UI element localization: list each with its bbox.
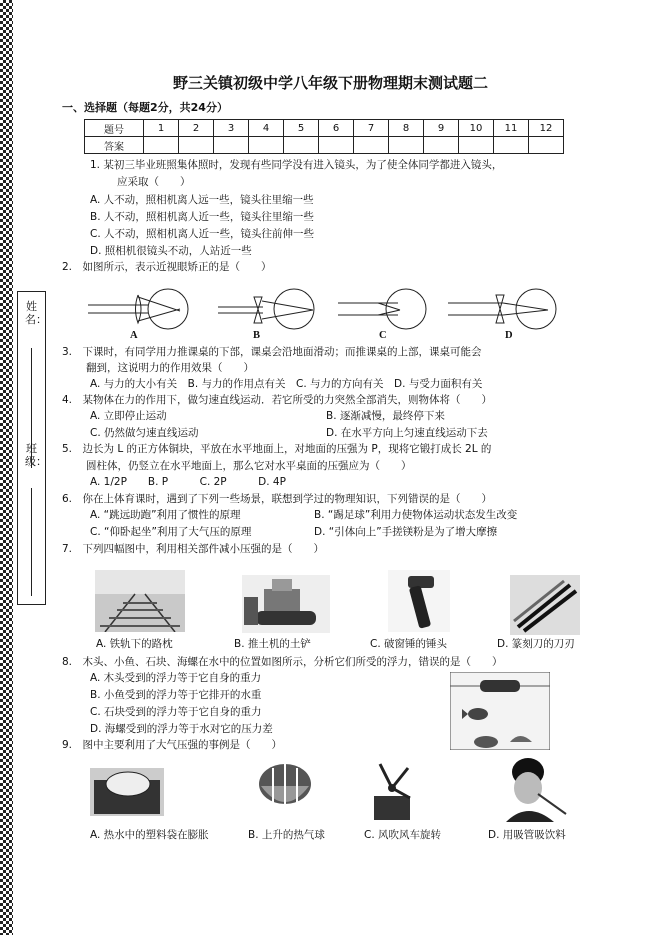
q1-option-a: A. 人不动，照相机离人远一些，镜头往里缩一些 (90, 194, 314, 206)
q9-option-a: A. 热水中的塑料袋在膨胀 (90, 829, 209, 841)
carving-knife-photo (510, 575, 580, 635)
class-label: 班级： (25, 442, 47, 468)
q7-option-c: C. 破窗锤的锤头 (370, 638, 448, 650)
eye-diagram-a (88, 289, 188, 329)
water-objects-diagram (450, 672, 550, 750)
q6-option-a: A. “跳远助跑”利用了惯性的原理 (90, 509, 241, 521)
q9-option-b: B. 上升的热气球 (248, 829, 325, 841)
q8-option-a: A. 木头受到的浮力等于它自身的重力 (90, 672, 262, 684)
q1-option-b: B. 人不动，照相机离人近一些，镜头往里缩一些 (90, 211, 314, 223)
answer-cell[interactable] (494, 137, 529, 154)
q7-option-b: B. 推土机的土铲 (234, 638, 311, 650)
bulldozer-photo (242, 575, 330, 633)
q7-option-d: D. 篆刻刀的刀刃 (497, 638, 575, 650)
q3-options: A. 与力的大小有关 B. 与力的作用点有关 C. 与力的方向有关 D. 与受力面积有关 (90, 378, 483, 390)
q2-label-b: B (253, 330, 261, 341)
q6-option-b: B. “踢足球”利用力使物体运动状态发生改变 (314, 509, 518, 521)
cell-number: 7 (354, 120, 389, 137)
plastic-bag-photo (88, 762, 166, 818)
q1-stem-cont: 应采取（ ） (117, 176, 191, 188)
answer-cell[interactable] (354, 137, 389, 154)
q4-option-d: D. 在水平方向上匀速直线运动下去 (326, 427, 488, 439)
answer-cell[interactable] (319, 137, 354, 154)
eye-diagram-d (448, 289, 556, 329)
row-label-answer: 答案 (85, 137, 144, 154)
cell-number: 10 (459, 120, 494, 137)
eye-diagram-b (218, 289, 314, 329)
q2-label-d: D (505, 330, 513, 341)
cell-number: 3 (214, 120, 249, 137)
q6-option-c: C. “仰卧起坐”利用了大气压的原理 (90, 526, 252, 538)
answer-cell[interactable] (459, 137, 494, 154)
windmill-photo (364, 758, 434, 822)
q8-stem: 8. 木头、小鱼、石块、海螺在水中的位置如图所示，分析它们所受的浮力，错误的是（ ） (62, 656, 503, 668)
name-label: 姓名： (25, 300, 47, 326)
answer-cell[interactable] (179, 137, 214, 154)
q4-stem: 4. 某物体在力的作用下，做匀速直线运动．若它所受的力突然全部消失，则物体将（ ） (62, 394, 493, 406)
cell-number: 9 (424, 120, 459, 137)
cell-number: 2 (179, 120, 214, 137)
q8-option-b: B. 小鱼受到的浮力等于它排开的水重 (90, 689, 262, 701)
answer-cell[interactable] (284, 137, 319, 154)
eye-diagrams (88, 283, 558, 343)
answer-cell[interactable] (214, 137, 249, 154)
cell-number: 4 (249, 120, 284, 137)
eye-diagram-c (338, 289, 426, 329)
q8-option-c: C. 石块受到的浮力等于它自身的重力 (90, 706, 262, 718)
q4-option-c: C. 仍然做匀速直线运动 (90, 427, 199, 439)
cell-number: 8 (389, 120, 424, 137)
q4-option-b: B. 逐渐减慢，最终停下来 (326, 410, 445, 422)
answer-cell[interactable] (529, 137, 564, 154)
page-title: 野三关镇初级中学八年级下册物理期末测试题二 (172, 74, 488, 92)
q6-stem: 6. 你在上体育课时，遇到了下列一些场景，联想到学过的物理知识，下列错误的是（ ） (62, 493, 493, 505)
section-heading: 一、选择题（每题2分，共24分） (62, 101, 228, 114)
hot-air-balloon-photo (253, 762, 317, 820)
q4-option-a: A. 立即停止运动 (90, 410, 167, 422)
answer-cell[interactable] (389, 137, 424, 154)
cell-number: 1 (144, 120, 179, 137)
q2-label-c: C (379, 330, 387, 341)
answer-cell[interactable] (249, 137, 284, 154)
q5-stem: 5. 边长为 L 的正方体铜块，平放在水平地面上，对地面的压强为 P，现将它锻打成长 2L 的 (62, 443, 492, 455)
answer-cell[interactable] (424, 137, 459, 154)
q5-stem-cont: 圆柱体，仍竖立在水平地面上，那么它对水平桌面的压强应为（ ） (86, 460, 412, 472)
cell-number: 11 (494, 120, 529, 137)
row-label-number: 题号 (85, 120, 144, 137)
q9-option-d: D. 用吸管吸饮料 (488, 829, 566, 841)
q2-label-a: A (130, 330, 138, 341)
cell-number: 5 (284, 120, 319, 137)
q9-option-c: C. 风吹风车旋转 (364, 829, 442, 841)
window-hammer-photo (388, 570, 450, 632)
q7-option-a: A. 铁轨下的路枕 (96, 638, 173, 650)
q1-option-c: C. 人不动，照相机离人近一些，镜头往前伸一些 (90, 228, 315, 240)
drinking-straw-photo (494, 756, 574, 822)
q3-stem-cont: 翻到，这说明力的作用效果（ ） (86, 362, 254, 374)
answer-table (84, 119, 564, 154)
q7-stem: 7. 下列四幅图中，利用相关部件减小压强的是（ ） (62, 543, 325, 555)
q1-stem: 1. 某初三毕业班照集体照时，发现有些同学没有进入镜头，为了使全体同学都进入镜头， (90, 159, 503, 171)
q8-option-d: D. 海螺受到的浮力等于水对它的压力差 (90, 723, 273, 735)
student-info-box (17, 291, 46, 605)
q3-stem: 3. 下课时，有同学用力推课桌的下部，课桌会沿地面滑动；而推课桌的上部，课桌可能会 (62, 346, 482, 358)
railway-sleepers-photo (95, 570, 185, 632)
answer-cell[interactable] (144, 137, 179, 154)
cell-number: 12 (529, 120, 564, 137)
q1-option-d: D. 照相机很镜头不动，人站近一些 (90, 245, 252, 257)
q5-options: A. 1/2P B. P C. 2P D. 4P (90, 476, 286, 488)
class-line (31, 488, 32, 596)
q6-option-d: D. “引体向上”手搓镁粉是为了增大摩擦 (314, 526, 498, 538)
q9-stem: 9. 图中主要利用了大气压强的事例是（ ） (62, 739, 283, 751)
q2-stem: 2. 如图所示，表示近视眼矫正的是（ ） (62, 261, 272, 273)
checker-border (0, 0, 13, 935)
cell-number: 6 (319, 120, 354, 137)
